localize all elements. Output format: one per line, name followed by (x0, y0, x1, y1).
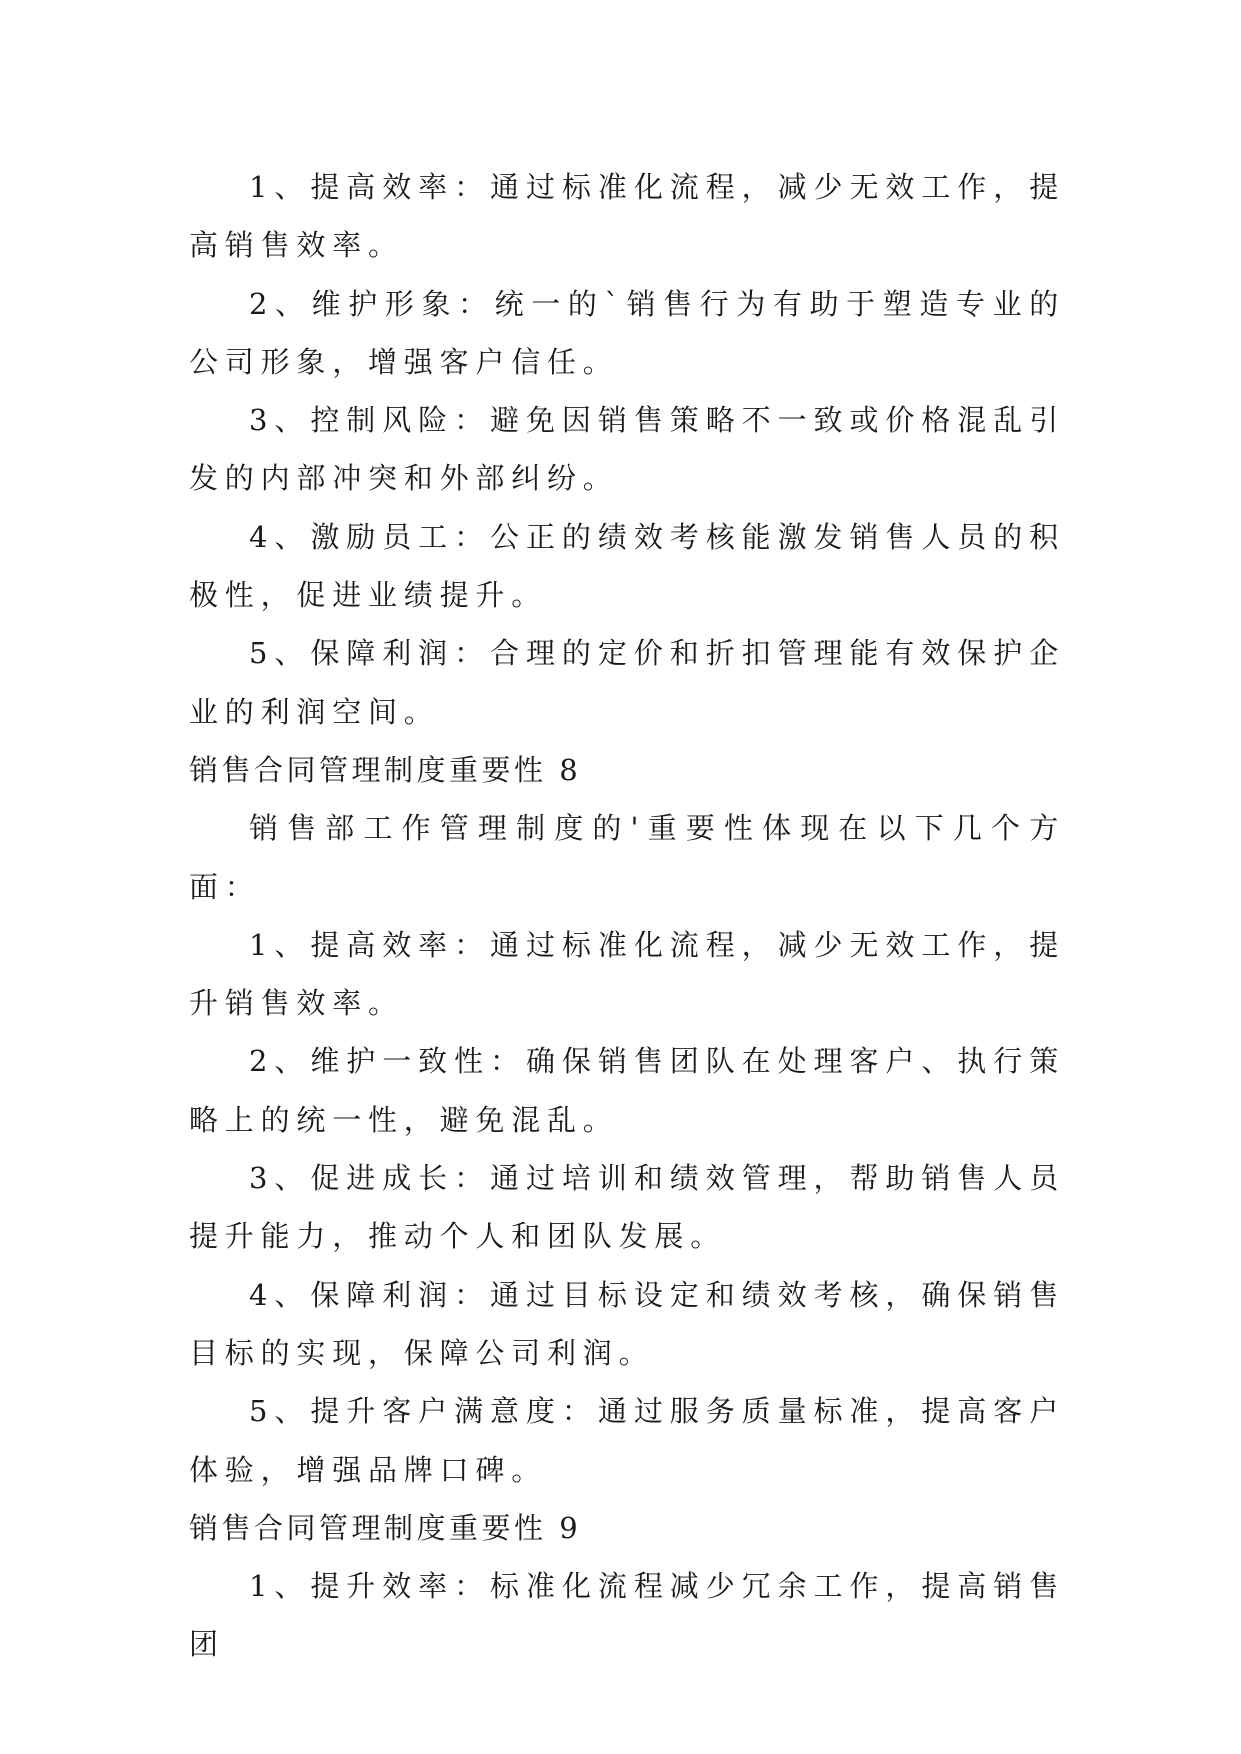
section-heading: 销售合同管理制度重要性 8 (189, 752, 582, 787)
paragraph: 3、促进成长：通过培训和绩效管理，帮助销售人员提升能力，推动个人和团队发展。 (189, 1161, 1065, 1254)
paragraph: 1、提高效率：通过标准化流程，减少无效工作，提升销售效率。 (189, 927, 1065, 1021)
paragraph: 4、保障利润：通过目标设定和绩效考核，确保销售目标的实现，保障公司利润。 (189, 1277, 1065, 1370)
paragraph: 5、保障利润：合理的定价和折扣管理能有效保护企业的利润空间。 (189, 636, 1065, 729)
paragraph: 销售部工作管理制度的'重要性体现在以下几个方面： (189, 811, 1065, 904)
paragraph: 2、维护形象：统一的`销售行为有助于塑造专业的公司形象，增强客户信任。 (189, 286, 1065, 379)
paragraph: 4、激励员工：公正的绩效考核能激发销售人员的积极性，促进业绩提升。 (189, 519, 1065, 613)
paragraph: 3、控制风险：避免因销售策略不一致或价格混乱引发的内部冲突和外部纠纷。 (189, 403, 1065, 496)
paragraph: 1、提高效率：通过标准化流程，减少无效工作，提高销售效率。 (189, 170, 1065, 263)
paragraph: 5、提升客户满意度：通过服务质量标准，提高客户体验，增强品牌口碑。 (189, 1394, 1065, 1487)
paragraph: 1、提升效率：标准化流程减少冗余工作，提高销售团 (189, 1569, 1065, 1662)
document-body (189, 158, 1065, 1674)
paragraph: 2、维护一致性：确保销售团队在处理客户、执行策略上的统一性，避免混乱。 (189, 1044, 1065, 1137)
section-heading: 销售合同管理制度重要性 9 (189, 1510, 582, 1545)
